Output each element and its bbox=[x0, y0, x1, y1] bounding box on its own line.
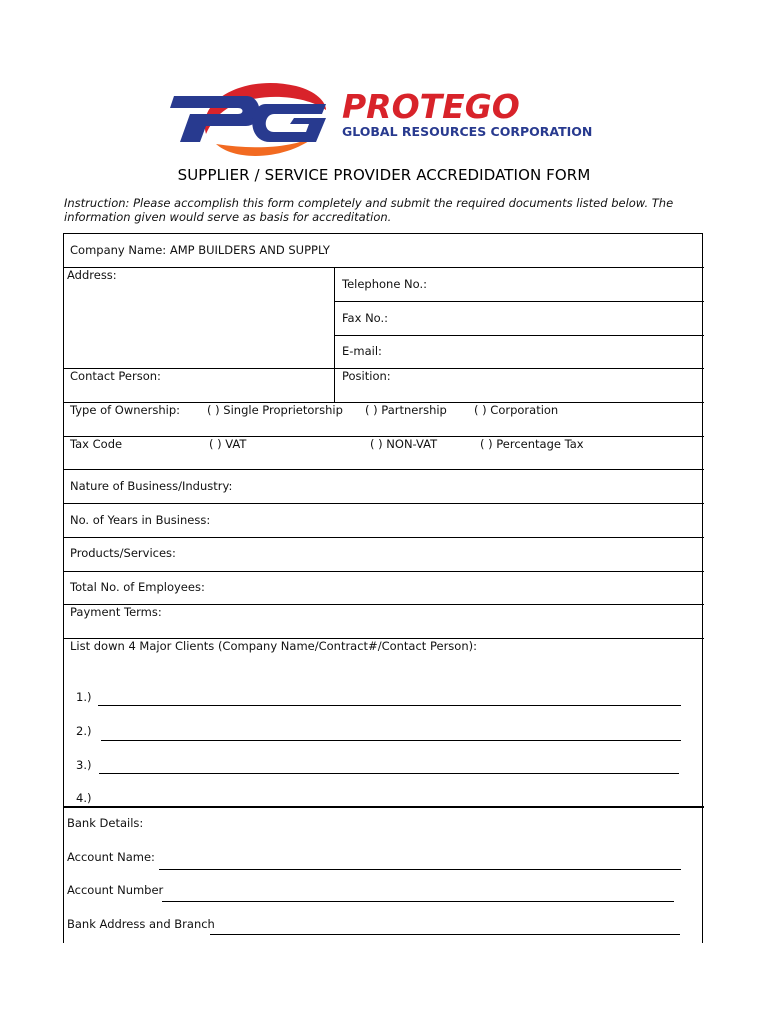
form-title: SUPPLIER / SERVICE PROVIDER ACCREDIDATION FORM bbox=[177, 166, 591, 184]
position-field[interactable]: Position: bbox=[342, 369, 391, 383]
address-field[interactable]: Address: bbox=[67, 268, 117, 282]
accreditation-form bbox=[63, 233, 703, 943]
brand-name: PROTEGO bbox=[342, 87, 520, 126]
email-field[interactable]: E-mail: bbox=[342, 344, 382, 358]
payment-terms-field[interactable]: Payment Terms: bbox=[70, 605, 162, 619]
pg-logo-icon bbox=[166, 74, 596, 160]
fax-field[interactable]: Fax No.: bbox=[342, 311, 389, 325]
telephone-field[interactable]: Telephone No.: bbox=[342, 277, 428, 291]
total-employees-field[interactable]: Total No. of Employees: bbox=[70, 580, 205, 594]
client-4-label: 4.) bbox=[76, 791, 92, 805]
form-instruction: Instruction: Please accomplish this form completely and submit the required documents listed below. The information given would serve as basis for accreditation. bbox=[64, 196, 674, 224]
account-name-label: Account Name: bbox=[67, 850, 155, 864]
client-3-line[interactable] bbox=[99, 773, 679, 774]
client-1-line[interactable] bbox=[98, 705, 681, 706]
tax-code-label: Tax Code bbox=[70, 437, 123, 451]
account-number-label: Account Number bbox=[67, 883, 164, 897]
ownership-option-partnership[interactable]: ( ) Partnership bbox=[365, 403, 447, 417]
account-number-line[interactable] bbox=[162, 901, 674, 902]
ownership-label: Type of Ownership: bbox=[70, 403, 181, 417]
bank-address-label: Bank Address and Branch bbox=[67, 917, 215, 931]
years-in-business-field[interactable]: No. of Years in Business: bbox=[70, 513, 211, 527]
contact-person-field[interactable]: Contact Person: bbox=[70, 369, 161, 383]
account-name-line[interactable] bbox=[159, 869, 681, 870]
bank-address-line[interactable] bbox=[210, 934, 680, 935]
client-2-line[interactable] bbox=[101, 740, 681, 741]
company-name-field[interactable]: Company Name: AMP BUILDERS AND SUPPLY bbox=[70, 243, 330, 257]
clients-label: List down 4 Major Clients (Company Name/Contract#/Contact Person): bbox=[70, 639, 477, 653]
tax-option-non-vat[interactable]: ( ) NON-VAT bbox=[370, 437, 438, 451]
ownership-option-single[interactable]: ( ) Single Proprietorship bbox=[207, 403, 343, 417]
products-services-field[interactable]: Products/Services: bbox=[70, 546, 176, 560]
tax-option-percentage[interactable]: ( ) Percentage Tax bbox=[480, 437, 584, 451]
client-3-label: 3.) bbox=[76, 758, 92, 772]
bank-details-label: Bank Details: bbox=[67, 816, 144, 830]
company-logo bbox=[166, 74, 596, 160]
client-1-label: 1.) bbox=[76, 690, 92, 704]
nature-of-business-field[interactable]: Nature of Business/Industry: bbox=[70, 479, 233, 493]
tax-option-vat[interactable]: ( ) VAT bbox=[209, 437, 247, 451]
ownership-option-corporation[interactable]: ( ) Corporation bbox=[474, 403, 559, 417]
client-2-label: 2.) bbox=[76, 724, 92, 738]
brand-tagline: GLOBAL RESOURCES CORPORATION bbox=[342, 124, 593, 139]
